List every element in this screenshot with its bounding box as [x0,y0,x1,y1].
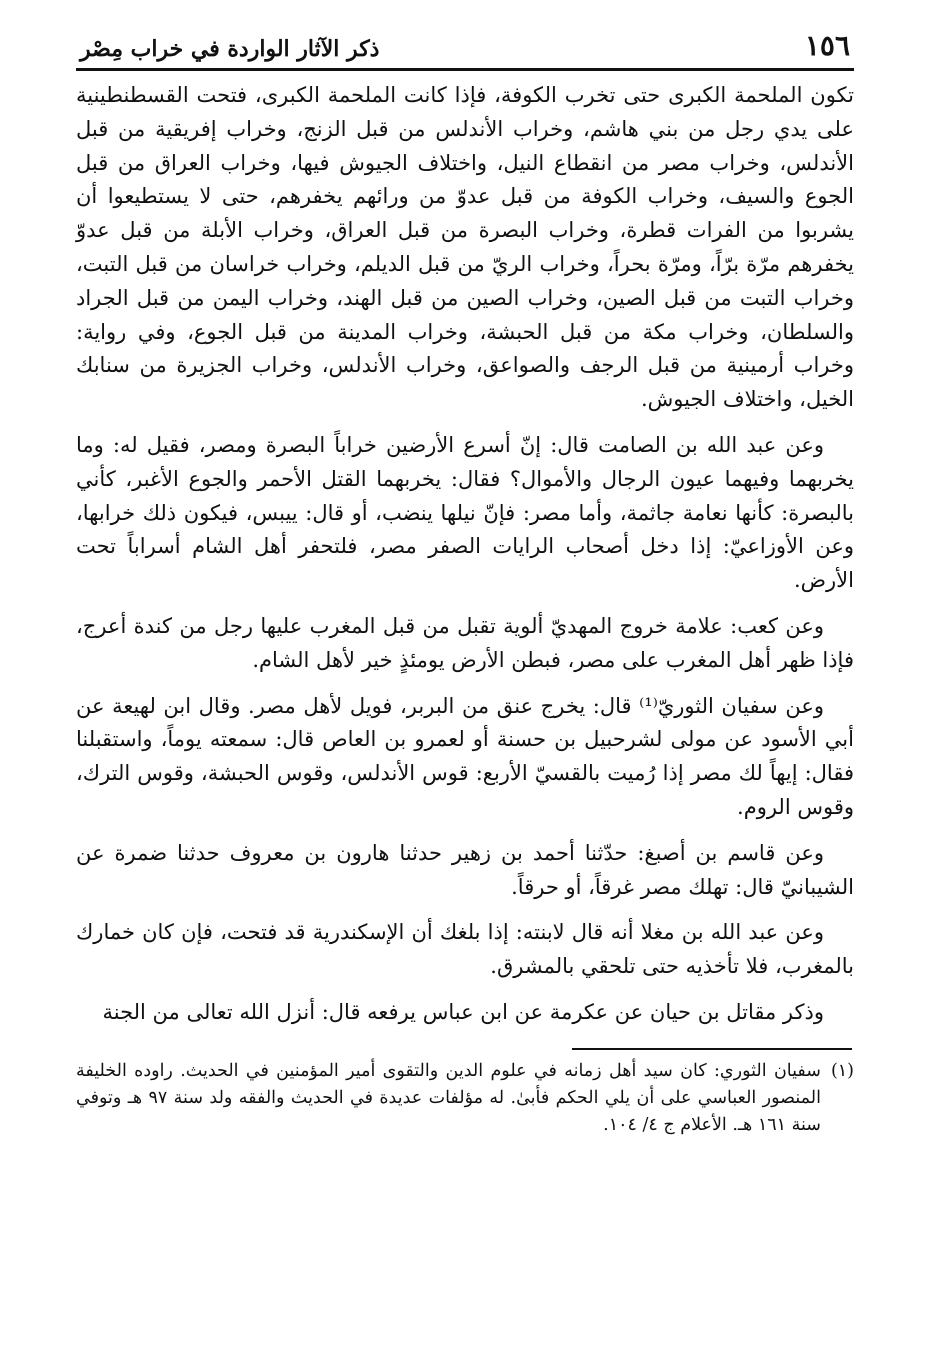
paragraph-continuation: تكون الملحمة الكبرى حتى تخرب الكوفة، فإذا كانت الملحمة الكبرى، فتحت القسطنطينية على يدي رجل من بني هاشم، وخراب الأندلس من قبل الزنج، وخراب إفريقية من قبل الأندلس، وخراب مصر من انقطاع النيل، واختلاف الجيوش فيها، وخراب العراق من قبل الجوع والسيف، وخراب الكوفة من قبل عدوّ من ورائهم يخفرهم، حتى لا يستطيعوا أن يشربوا من الفرات قطرة، وخراب البصرة من قبل العراق، وخراب الأبلة من قبل عدوّ يخفرهم مرّة برّاً، ومرّة بحراً، وخراب الريّ من قبل الديلم، وخراب خراسان من قبل التبت، وخراب التبت من قبل الصين، وخراب الصين من قبل الهند، وخراب اليمن من قبل الجراد والسلطان، وخراب مكة من قبل الحبشة، وخراب المدينة من قبل الجوع، وفي رواية: وخراب أرمينية من قبل الرجف والصواعق، وخراب الأندلس، وخراب الجزيرة من سنابك الخيل، واختلاف الجيوش. [76,83,854,412]
paragraph-ibn-al-samit: وعن عبد الله بن الصامت قال: إنّ أسرع الأرضين خراباً البصرة ومصر، فقيل له: وما يخربهما وفيهما عيون الرجال والأموال؟ فقال: يخربهما القتل الأحمر والجوع الأغبر، كأني بالبصرة: كأنها نعامة جاثمة، وأما مصر: فإنّ نيلها ينضب، أو قال: ييبس، فيكون ذلك خرابها، وعن الأوزاعيّ: إذا دخل أصحاب الرايات الصفر مصر، فلتحفر أهل الشام أسراباً تحت الأرض. [76,432,854,593]
footnote-rule [572,1048,852,1050]
paragraph-qasim-ibn-asbagh: وعن قاسم بن أصبغ: حدّثنا أحمد بن زهير حدثنا هارون بن معروف حدثنا ضمرة عن الشيبانيّ قال: تهلك مصر غرقاً، أو حرقاً. [76,840,854,899]
page-number: ١٥٦ [804,29,850,62]
paragraph-kaab: وعن كعب: علامة خروج المهديّ ألوية تقبل من قبل المغرب عليها رجل من كندة أعرج، فإذا ظهر أهل المغرب على مصر، فبطن الأرض يومئذٍ خير لأهل الشام. [76,613,854,672]
running-title: ذكر الآثار الواردة في خراب مِصْر [80,36,380,62]
header-rule [76,68,854,71]
footnote-marker: (١) [830,1060,854,1081]
book-page [76,22,854,1322]
body-text [76,79,854,1030]
footnote-text: سفيان الثوري: كان سيد أهل زمانه في علوم الدين والتقوى أمير المؤمنين في الحديث. راوده الخليفة المنصور العباسي على أن يلي الحكم فأبىٰ. له مؤلفات عديدة في الحديث والفقه ولد سنة ٩٧ هـ وتوفي سنة ١٦١ هـ. الأعلام ج ٤/ ١٠٤. [76,1060,821,1135]
paragraph-sufyan-al-thawri: وعن سفيان الثوريّ⁽¹⁾ قال: يخرج عنق من البربر، فويل لأهل مصر. وقال ابن لهيعة عن أبي الأسود عن مولى لشرحبيل بن حسنة أو لعمرو بن العاص قال: سمعته يوماً، واستقبلنا فقال: إيهاً لك مصر إذا رُميت بالقسيّ الأربع: قوس الأندلس، وقوس الحبشة، وقوس الترك، وقوس الروم. [76,693,854,819]
footnote [76,1058,854,1139]
paragraph-ibn-mughla: وعن عبد الله بن مغلا أنه قال لابنته: إذا بلغك أن الإسكندرية قد فتحت، فإن كان خمارك بالمغرب، فلا تأخذيه حتى تلحقي بالمشرق. [76,920,854,979]
paragraph-muqatil: وذكر مقاتل بن حيان عن عكرمة عن ابن عباس يرفعه قال: أنزل الله تعالى من الجنة [102,999,824,1024]
running-head [76,22,854,68]
